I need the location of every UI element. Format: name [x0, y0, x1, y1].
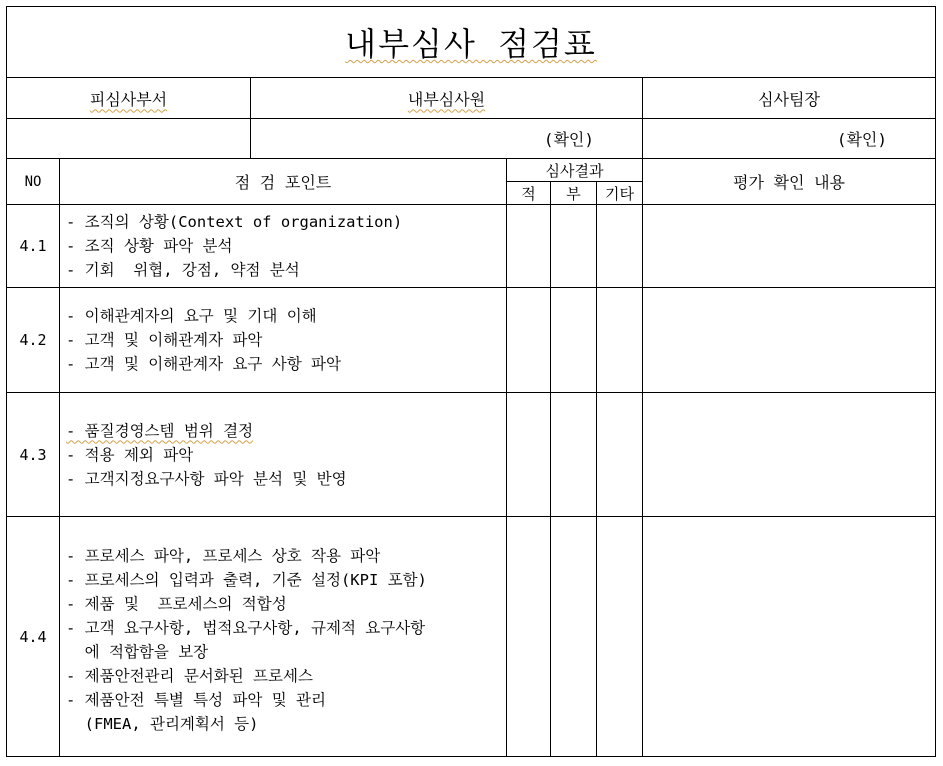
eval-cell[interactable] [643, 393, 936, 517]
result-no-cell[interactable] [551, 288, 597, 393]
auditor-label: 내부심사원 [407, 89, 486, 109]
row-points [60, 393, 507, 517]
no-header-label: NO [24, 173, 42, 190]
result-other-cell[interactable] [597, 288, 643, 393]
point-item: - 제품 및 프로세스의 적합성 [66, 594, 287, 613]
point-item: - 기회 위협, 강점, 약점 분석 [66, 261, 300, 279]
row-points [60, 517, 507, 757]
table-row [7, 288, 936, 393]
auditor-confirm: (확인) [543, 130, 594, 149]
result-ok-cell[interactable] [507, 393, 551, 517]
point-item: - 조직의 상황(Context of organization) [66, 213, 403, 231]
result-no-cell[interactable] [551, 517, 597, 757]
point-item: - 프로세스의 입력과 출력, 기준 설정(KPI 포함) [66, 570, 427, 589]
dept-label: 피심사부서 [89, 89, 168, 109]
lead-confirm: (확인) [836, 130, 887, 149]
checklist-sheet [6, 6, 935, 766]
point-item: (FMEA, 관리계획서 등) [66, 714, 259, 733]
table-row [7, 393, 936, 517]
dept-header-cell [7, 78, 251, 119]
lead-header-cell [643, 78, 936, 119]
row-points [60, 288, 507, 393]
point-item: - 조직 상황 파악 분석 [66, 237, 233, 255]
dept-sign-cell[interactable] [7, 119, 251, 159]
result-ok-cell[interactable] [507, 205, 551, 288]
table-row [7, 205, 936, 288]
result-ok-header [507, 182, 551, 205]
document-title-cell [7, 7, 936, 78]
result-column-header [507, 159, 643, 182]
eval-cell[interactable] [643, 205, 936, 288]
row-points [60, 205, 507, 288]
row-number: 4.2 [7, 288, 60, 393]
point-item: - 고객 및 이해관계자 요구 사항 파악 [66, 355, 341, 373]
row-number: 4.3 [7, 393, 60, 517]
point-item: 에 적합함을 보장 [66, 642, 209, 661]
result-no-header [551, 182, 597, 205]
point-item: - 제품안전관리 문서화된 프로세스 [66, 666, 313, 685]
document-title: 내부심사 점검표 [345, 25, 597, 63]
point-item: - 고객 및 이해관계자 파악 [66, 331, 263, 349]
point-item: - 고객지정요구사항 파악 분석 및 반영 [66, 469, 347, 488]
result-ok-cell[interactable] [507, 517, 551, 757]
row-number: 4.4 [7, 517, 60, 757]
points-column-header [60, 159, 507, 205]
result-no-cell[interactable] [551, 205, 597, 288]
eval-cell[interactable] [643, 517, 936, 757]
lead-label: 심사팀장 [758, 89, 820, 109]
auditor-header-cell [251, 78, 643, 119]
result-other-cell[interactable] [597, 393, 643, 517]
point-item: - 제품안전 특별 특성 파악 및 관리 [66, 690, 326, 709]
result-ok-cell[interactable] [507, 288, 551, 393]
points-header-label: 점 검 포인트 [234, 173, 332, 192]
point-item: - 이해관계자의 요구 및 기대 이해 [66, 307, 317, 325]
result-other-header [597, 182, 643, 205]
point-item: - 적용 제외 파악 [66, 445, 194, 464]
result-other-cell[interactable] [597, 205, 643, 288]
point-item [66, 419, 506, 443]
row-number: 4.1 [7, 205, 60, 288]
result-no-cell[interactable] [551, 393, 597, 517]
result-other-cell[interactable] [597, 517, 643, 757]
result-no-label: 부 [566, 184, 581, 203]
table-row [7, 517, 936, 757]
point-item-text: - 품질경영스템 범위 결정 [66, 421, 254, 440]
point-item: - 고객 요구사항, 법적요구사항, 규제적 요구사항 [66, 618, 426, 637]
auditor-sign-cell[interactable] [251, 119, 643, 159]
eval-header-label: 평가 확인 내용 [732, 173, 845, 192]
no-column-header [7, 159, 60, 205]
audit-checklist-table [6, 6, 936, 757]
eval-cell[interactable] [643, 288, 936, 393]
point-item: - 프로세스 파악, 프로세스 상호 작용 파악 [66, 546, 381, 565]
lead-sign-cell[interactable] [643, 119, 936, 159]
result-header-label: 심사결과 [545, 161, 604, 180]
result-other-label: 기타 [605, 184, 634, 203]
eval-column-header [643, 159, 936, 205]
result-ok-label: 적 [521, 184, 536, 203]
